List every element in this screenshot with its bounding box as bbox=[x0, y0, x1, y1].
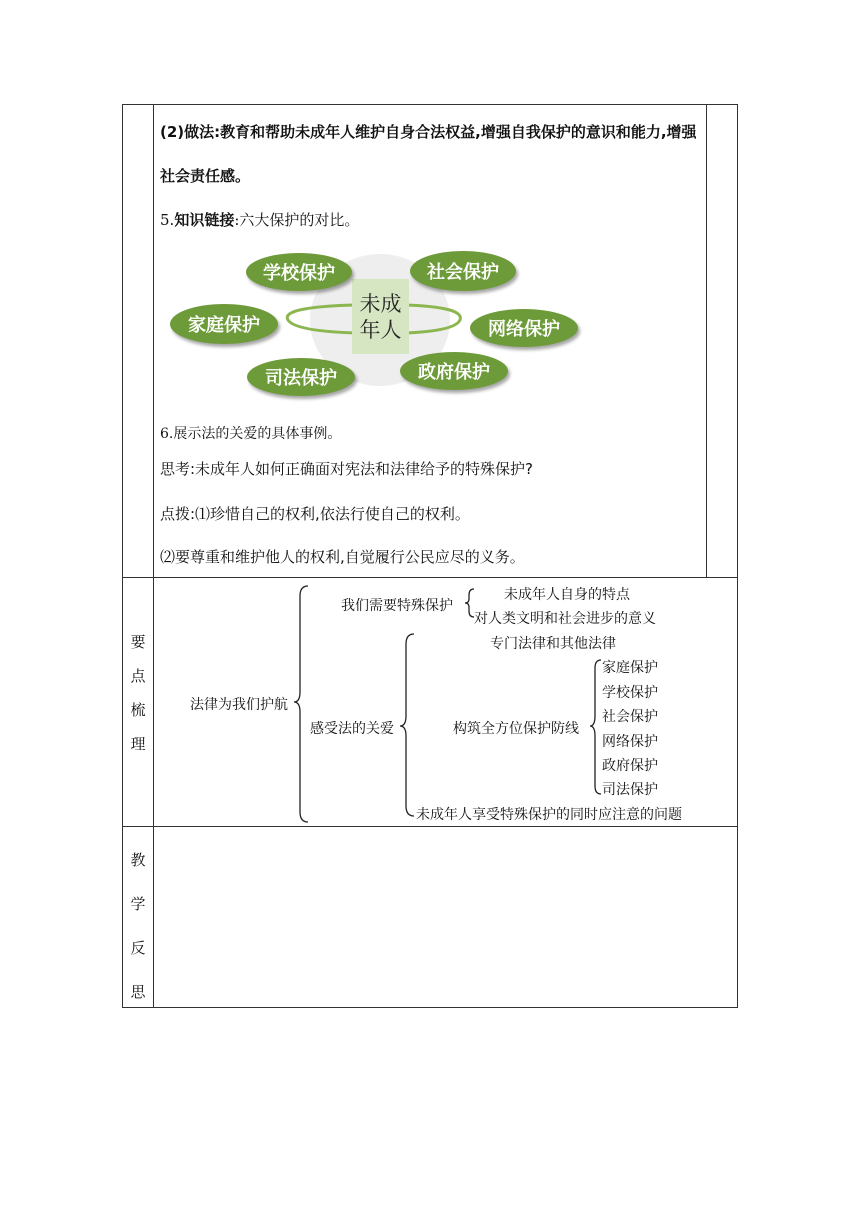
summary-label-char: 要 bbox=[130, 633, 146, 651]
paragraph-hint-1: 点拨:⑴珍惜自己的权利,依法行使自己的权利。 bbox=[160, 505, 470, 523]
tree-leaf: 家庭保护 bbox=[602, 660, 658, 676]
tree-branch-special-protection: 我们需要特殊保护 bbox=[341, 598, 453, 614]
tree-root: 法律为我们护航 bbox=[190, 697, 288, 713]
pill-government-protection: 政府保护 bbox=[400, 352, 508, 390]
row-divider-2 bbox=[122, 826, 738, 827]
knowledge-link-paragraph bbox=[160, 209, 359, 230]
tree-leaf: 对人类文明和社会进步的意义 bbox=[474, 611, 656, 627]
row-divider-1 bbox=[122, 577, 738, 578]
tree-leaf: 社会保护 bbox=[602, 709, 658, 725]
tree-sub-branch-defense-line: 构筑全方位保护防线 bbox=[453, 721, 579, 737]
reflection-label-char: 学 bbox=[130, 895, 146, 913]
tree-leaf: 学校保护 bbox=[602, 685, 658, 701]
tree-leaf: 未成年人自身的特点 bbox=[504, 587, 630, 603]
knowledge-link-text: :六大保护的对比。 bbox=[234, 211, 360, 229]
six-protections-diagram bbox=[160, 245, 590, 405]
center-box-minor bbox=[352, 279, 409, 354]
pill-family-protection: 家庭保护 bbox=[170, 304, 278, 344]
pill-society-protection: 社会保护 bbox=[410, 251, 516, 291]
tree-leaf: 未成年人享受特殊保护的同时应注意的问题 bbox=[416, 807, 682, 823]
tree-leaf: 专门法律和其他法律 bbox=[490, 636, 616, 652]
paragraph-examples: 6.展示法的关爱的具体事例。 bbox=[160, 426, 342, 442]
table-border-right bbox=[737, 104, 738, 1008]
tree-leaf: 司法保护 bbox=[602, 782, 658, 798]
summary-label-char: 梳 bbox=[130, 701, 146, 719]
tree-branch-feel-care: 感受法的关爱 bbox=[310, 721, 394, 737]
pill-network-protection: 网络保护 bbox=[470, 309, 578, 347]
summary-label-char: 点 bbox=[130, 667, 146, 685]
paragraph-think: 思考:未成年人如何正确面对宪法和法律给予的特殊保护? bbox=[160, 460, 534, 478]
paragraph-method-line1: (2)做法:教育和帮助未成年人维护自身合法权益,增强自我保护的意识和能力,增强 bbox=[160, 123, 697, 141]
item-number: 5. bbox=[160, 211, 175, 229]
center-label-line2: 年人 bbox=[359, 317, 402, 342]
table-border-top bbox=[122, 104, 738, 105]
tree-leaf: 网络保护 bbox=[602, 734, 658, 750]
reflection-label bbox=[122, 838, 154, 1014]
column-divider-right bbox=[706, 104, 707, 578]
reflection-label-char: 教 bbox=[130, 851, 146, 869]
summary-label bbox=[122, 625, 154, 761]
paragraph-hint-2: ⑵要尊重和维护他人的权利,自觉履行公民应尽的义务。 bbox=[160, 548, 525, 566]
knowledge-link-label: 知识链接 bbox=[174, 211, 235, 229]
tree-leaf: 政府保护 bbox=[602, 758, 658, 774]
pill-school-protection: 学校保护 bbox=[246, 253, 352, 291]
reflection-label-char: 反 bbox=[130, 939, 146, 957]
center-label-line1: 未成 bbox=[359, 291, 402, 316]
summary-label-char: 理 bbox=[130, 735, 146, 753]
pill-judicial-protection: 司法保护 bbox=[247, 358, 355, 396]
reflection-label-char: 思 bbox=[130, 983, 146, 1001]
table-border-bottom bbox=[122, 1007, 738, 1008]
paragraph-method-line2: 社会责任感。 bbox=[160, 167, 251, 185]
